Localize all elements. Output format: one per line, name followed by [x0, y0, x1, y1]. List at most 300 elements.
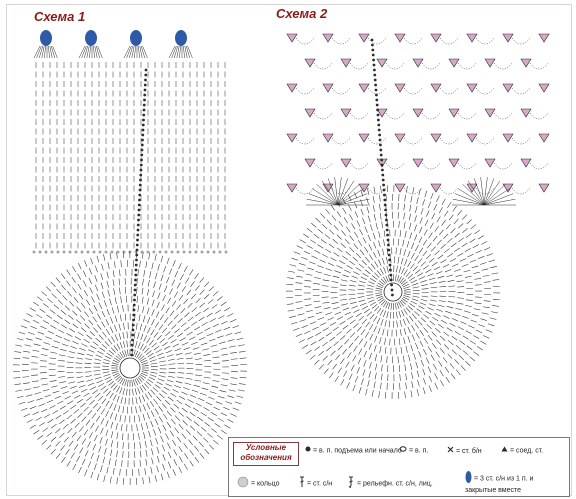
- stitch-mark: [375, 336, 377, 342]
- stitch-mark: [465, 248, 471, 251]
- stitch-mark: [442, 199, 445, 205]
- stitch-mark: [405, 195, 406, 202]
- stitch-mark: [379, 195, 380, 202]
- stitch-mark: [432, 343, 436, 348]
- stitch-mark: [365, 257, 369, 262]
- stitch-mark: [355, 376, 358, 382]
- stitch-mark: [359, 229, 362, 235]
- start-chain-dot: [390, 279, 393, 282]
- stitch-mark: [329, 230, 334, 235]
- stitch-mark: [357, 367, 360, 373]
- chain-arch: [494, 63, 512, 69]
- stitch-mark: [443, 357, 447, 362]
- stitch-mark: [353, 257, 358, 261]
- stitch-mark: [367, 285, 374, 287]
- stitch-mark: [290, 264, 297, 266]
- stitch-mark: [480, 341, 486, 344]
- stitch-mark: [338, 345, 343, 350]
- stitch-mark: [397, 321, 398, 328]
- stitch-mark: [382, 258, 384, 264]
- stitch-mark: [421, 299, 428, 301]
- stitch-mark: [383, 329, 385, 336]
- stitch-mark: [322, 297, 329, 298]
- stitch-mark: [296, 308, 303, 309]
- stitch-mark: [475, 230, 481, 234]
- start-chain-dot: [371, 49, 374, 52]
- start-chain-dot: [385, 224, 388, 227]
- shell-cluster: [467, 134, 477, 142]
- start-chain-dot: [374, 79, 377, 82]
- shell-cluster: [431, 34, 441, 42]
- stitch-mark: [410, 277, 416, 281]
- legend-text-slip-stitch: = соед. ст.: [510, 447, 544, 455]
- start-chain-dot: [387, 249, 390, 252]
- stitch-mark: [406, 186, 407, 193]
- stitch-mark: [330, 322, 336, 325]
- stitch-mark: [411, 243, 414, 249]
- stitch-mark: [339, 221, 343, 226]
- stitch-mark: [370, 224, 372, 230]
- stitch-mark: [466, 233, 471, 237]
- fan-stitch: [338, 194, 367, 205]
- shell-cluster: [305, 59, 315, 67]
- start-chain-dot: [375, 99, 378, 102]
- stitch-mark: [343, 308, 349, 310]
- stitch-mark: [401, 268, 404, 274]
- legend-text-ring: = кольцо: [251, 480, 280, 488]
- stitch-mark: [337, 248, 342, 252]
- stitch-mark: [300, 240, 306, 243]
- stitch-mark: [435, 383, 438, 389]
- chain-arch: [350, 113, 368, 119]
- stitch-mark: [457, 298, 464, 299]
- stitch-mark: [369, 324, 373, 330]
- stitch-mark: [310, 355, 315, 359]
- stitch-mark: [429, 304, 435, 306]
- stitch-mark: [303, 234, 309, 238]
- stitch-mark: [352, 306, 358, 308]
- stitch-mark: [380, 309, 383, 315]
- chain-arch: [422, 163, 440, 169]
- stitch-mark: [430, 282, 437, 283]
- stitch-mark: [426, 269, 432, 272]
- stitch-mark: [452, 336, 457, 340]
- stitch-mark: [323, 356, 328, 361]
- legend-item-chain: [399, 446, 428, 455]
- stitch-mark: [291, 322, 297, 324]
- chain-arch: [440, 88, 458, 94]
- stitch-mark: [461, 366, 466, 371]
- stitch-mark: [453, 206, 457, 211]
- stitch-mark: [354, 244, 358, 249]
- stitch-mark: [314, 307, 321, 308]
- stitch-mark: [341, 379, 344, 385]
- stitch-mark: [417, 389, 419, 396]
- start-chain-dot: [377, 119, 380, 122]
- stitch-mark: [357, 327, 362, 332]
- stitch-mark: [414, 311, 419, 316]
- stitch-mark: [403, 240, 404, 247]
- shell-cluster: [521, 109, 531, 117]
- start-chain-dot: [391, 289, 394, 292]
- stitch-mark: [445, 311, 451, 313]
- stitch-mark: [395, 274, 396, 281]
- stitch-mark: [369, 343, 372, 349]
- stitch-mark: [406, 373, 407, 380]
- stitch-mark: [386, 257, 387, 264]
- stitch-mark: [472, 314, 479, 316]
- stitch-mark: [441, 244, 446, 249]
- stitch-mark: [421, 262, 426, 267]
- chain-arch: [350, 163, 368, 169]
- stitch-mark: [347, 316, 353, 319]
- stitch-mark: [423, 251, 427, 256]
- stitch-mark: [367, 288, 374, 289]
- legend-text-chain: = в. п.: [409, 447, 429, 455]
- stitch-mark: [312, 256, 318, 259]
- stitch-mark: [484, 301, 491, 302]
- stitch-mark: [364, 360, 366, 366]
- stitch-mark: [438, 305, 445, 307]
- stitch-mark: [331, 351, 336, 356]
- stitch-mark: [410, 232, 412, 238]
- stitch-mark: [361, 209, 363, 215]
- shell-cluster: [467, 84, 477, 92]
- shell-cluster: [341, 159, 351, 167]
- stitch-mark: [351, 276, 357, 278]
- stitch-mark: [350, 280, 357, 282]
- stitch-mark: [299, 339, 305, 342]
- shell-cluster: [377, 59, 387, 67]
- stitch-mark: [395, 303, 396, 310]
- stitch-mark: [473, 244, 479, 247]
- stitch-mark: [409, 214, 410, 221]
- start-chain-dot: [378, 129, 381, 132]
- chain-arch: [404, 138, 422, 144]
- stitch-mark: [458, 327, 464, 330]
- stitch-mark: [369, 254, 373, 260]
- stitch-mark: [406, 307, 410, 312]
- stitch-mark: [430, 321, 435, 325]
- stitch-mark: [464, 270, 471, 272]
- chain-arch: [476, 138, 494, 144]
- start-chain-dot: [377, 124, 380, 127]
- stitch-mark: [401, 347, 402, 354]
- shell-cluster: [359, 134, 369, 142]
- stitch-mark: [304, 251, 310, 254]
- stitch-mark: [423, 199, 425, 205]
- stitch-mark: [377, 308, 381, 313]
- stitch-mark: [439, 301, 446, 302]
- stitch-mark: [431, 247, 436, 252]
- stitch-mark: [411, 301, 417, 304]
- stitch-mark: [451, 374, 455, 380]
- chain-arch: [332, 38, 350, 44]
- cluster-icon: [465, 470, 472, 487]
- stitch-mark: [324, 307, 331, 309]
- stitch-mark: [416, 333, 419, 339]
- stitch-mark: [431, 287, 438, 288]
- shell-cluster: [503, 34, 513, 42]
- stitch-mark: [349, 247, 354, 252]
- stitch-mark: [383, 239, 384, 246]
- stitch-mark: [423, 240, 427, 246]
- stitch-mark: [344, 218, 348, 224]
- shell-cluster: [431, 184, 441, 192]
- stitch-mark: [322, 254, 328, 257]
- chain-arch: [368, 88, 386, 94]
- shell-cluster: [359, 34, 369, 42]
- chain-arch: [404, 38, 422, 44]
- stitch-mark: [417, 273, 423, 277]
- stitch-mark: [409, 223, 411, 230]
- stitch-mark: [331, 297, 338, 298]
- stitch-mark: [300, 319, 306, 321]
- stitch-mark: [320, 260, 326, 263]
- shell-cluster: [359, 84, 369, 92]
- stitch-mark: [307, 336, 313, 339]
- stitch-mark: [376, 288, 383, 290]
- stitch-mark: [390, 312, 391, 319]
- stitch-mark: [379, 204, 380, 211]
- relief-dc-icon: [347, 476, 355, 491]
- stitch-mark: [492, 273, 499, 274]
- chain-arch: [314, 63, 332, 69]
- stitch-mark: [474, 309, 481, 310]
- shell-cluster: [395, 184, 405, 192]
- stitch-mark: [340, 335, 345, 340]
- shell-cluster: [485, 59, 495, 67]
- schema-2-title: Схема 2: [276, 6, 328, 21]
- stitch-mark: [406, 346, 408, 353]
- stitch-mark: [365, 389, 367, 396]
- stitch-mark: [405, 364, 406, 371]
- start-chain-dot: [382, 179, 385, 182]
- stitch-mark: [292, 258, 298, 260]
- stitch-mark: [370, 302, 376, 305]
- stitch-mark: [287, 278, 294, 279]
- stitch-mark: [369, 244, 372, 250]
- shell-cluster: [395, 84, 405, 92]
- stitch-mark: [448, 296, 455, 297]
- shell-cluster: [449, 59, 459, 67]
- fan-stitch: [484, 184, 505, 205]
- chain-arch: [314, 163, 332, 169]
- stitch-mark: [412, 335, 415, 341]
- stitch-mark: [466, 300, 473, 301]
- stitch-mark: [378, 259, 381, 265]
- stitch-mark: [367, 198, 369, 205]
- stitch-mark: [445, 270, 451, 272]
- stitch-mark: [456, 345, 461, 349]
- chain-arch: [296, 188, 314, 194]
- stitch-mark: [349, 343, 353, 348]
- stitch-mark: [359, 264, 364, 268]
- stitch-mark: [440, 260, 446, 264]
- stitch-mark: [305, 305, 312, 306]
- chain-arch: [404, 88, 422, 94]
- center-ring: [384, 283, 402, 301]
- stitch-mark: [430, 223, 433, 229]
- stitch-mark: [428, 367, 431, 373]
- stitch-mark: [399, 266, 401, 272]
- dc-icon: [299, 476, 305, 491]
- stitch-mark: [314, 346, 319, 350]
- stitch-mark: [470, 260, 476, 262]
- stitch-mark: [446, 224, 450, 229]
- stitch-mark: [397, 302, 399, 308]
- stitch-mark: [419, 351, 422, 357]
- stitch-mark: [414, 234, 417, 240]
- stitch-mark: [351, 223, 355, 229]
- stitch-mark: [455, 233, 460, 237]
- stitch-mark: [463, 336, 469, 340]
- stitch-mark: [387, 329, 388, 336]
- stitch-mark: [318, 317, 324, 319]
- stitch-mark: [327, 220, 332, 225]
- stitch-mark: [427, 324, 432, 329]
- stitch-mark: [333, 307, 340, 309]
- chain-arch: [494, 113, 512, 119]
- stitch-mark: [375, 293, 382, 294]
- stitch-mark: [412, 381, 413, 388]
- stitch-mark: [287, 304, 294, 305]
- stitch-mark: [429, 258, 434, 262]
- stitch-mark: [454, 219, 459, 224]
- stitch-mark: [373, 252, 376, 258]
- stitch-mark: [371, 264, 375, 269]
- stitch-mark: [447, 202, 451, 208]
- stitch-mark: [367, 297, 374, 299]
- stitch-mark: [362, 306, 368, 309]
- stitch-mark: [359, 281, 365, 283]
- stitch-mark: [376, 296, 382, 299]
- stitch-mark: [444, 249, 449, 253]
- stitch-mark: [447, 253, 453, 257]
- stitch-mark: [306, 310, 313, 312]
- stitch-mark: [340, 358, 344, 363]
- stitch-mark: [368, 267, 373, 272]
- start-chain-dot: [379, 139, 382, 142]
- stitch-mark: [407, 241, 409, 247]
- start-chain-dot: [374, 84, 377, 87]
- stitch-mark: [450, 323, 456, 326]
- stitch-mark: [373, 196, 374, 203]
- stitch-mark: [434, 204, 437, 210]
- stitch-mark: [320, 323, 326, 326]
- stitch-mark: [435, 251, 440, 256]
- stitch-mark: [360, 250, 364, 255]
- start-chain-dot: [387, 239, 390, 242]
- stitch-mark: [335, 376, 339, 382]
- stitch-mark: [326, 347, 331, 351]
- stitch-mark: [435, 313, 441, 316]
- stitch-mark: [367, 312, 372, 317]
- stitch-mark: [332, 215, 336, 220]
- stitch-mark: [429, 376, 432, 382]
- stitch-mark: [321, 239, 326, 243]
- stitch-mark: [475, 303, 482, 304]
- stitch-mark: [374, 306, 379, 311]
- legend-item-relief-dc: [347, 476, 433, 491]
- stitch-mark: [353, 355, 356, 361]
- stitch-mark: [489, 260, 495, 262]
- stitch-mark: [370, 278, 376, 281]
- stitch-mark: [413, 287, 420, 288]
- start-chain-dot: [375, 94, 378, 97]
- stitch-mark: [444, 332, 449, 336]
- stitch-mark: [454, 269, 460, 271]
- stitch-mark: [368, 300, 374, 303]
- stitch-mark: [423, 349, 426, 355]
- stitch-mark: [419, 276, 425, 279]
- stitch-mark: [492, 305, 499, 306]
- ring-icon: [237, 476, 249, 491]
- start-chain-dot: [381, 164, 384, 167]
- stitch-mark: [452, 318, 458, 321]
- stitch-mark: [366, 322, 370, 327]
- legend-text-single-crochet: = ст. б/н: [456, 447, 482, 455]
- stitch-mark: [387, 356, 388, 363]
- stitch-mark: [466, 331, 472, 334]
- shell-cluster: [413, 159, 423, 167]
- stitch-mark: [359, 316, 364, 320]
- stitch-mark: [462, 228, 467, 232]
- stitch-mark: [400, 329, 401, 336]
- stitch-mark: [418, 320, 422, 325]
- start-chain-dot: [376, 104, 379, 107]
- stitch-mark: [325, 234, 330, 238]
- stitch-mark: [483, 275, 490, 276]
- stitch-mark: [431, 355, 435, 361]
- start-chain-dot: [385, 219, 388, 222]
- start-chain-dot: [381, 174, 384, 177]
- stitch-mark: [450, 258, 456, 261]
- legend-item-cluster: [465, 470, 565, 495]
- shell-cluster: [449, 109, 459, 117]
- start-chain-dot: [386, 229, 389, 232]
- filled-dot-icon: [305, 446, 311, 455]
- stitch-mark: [415, 269, 420, 273]
- stitch-mark: [418, 258, 422, 263]
- chain-arch: [314, 113, 332, 119]
- stitch-mark: [333, 239, 338, 243]
- stitch-mark: [398, 239, 399, 246]
- stitch-mark: [309, 262, 315, 264]
- stitch-mark: [428, 202, 431, 208]
- stitch-mark: [359, 300, 366, 302]
- stitch-mark: [322, 286, 329, 287]
- stitch-mark: [335, 355, 339, 360]
- stitch-mark: [351, 365, 354, 371]
- stitch-mark: [313, 283, 320, 284]
- stitch-mark: [424, 338, 428, 344]
- stitch-mark: [400, 374, 401, 381]
- stitch-mark: [348, 205, 351, 211]
- stitch-mark: [355, 211, 358, 217]
- stitch-mark: [363, 369, 365, 375]
- stitch-mark: [401, 258, 403, 264]
- stitch-mark: [301, 257, 307, 259]
- stitch-mark: [486, 254, 492, 256]
- stitch-mark: [457, 287, 464, 288]
- shell-cluster: [539, 34, 549, 42]
- chain-arch: [530, 113, 548, 119]
- stitch-mark: [422, 289, 429, 290]
- stitch-mark: [478, 324, 484, 326]
- stitch-mark: [408, 336, 410, 342]
- stitch-mark: [364, 309, 369, 313]
